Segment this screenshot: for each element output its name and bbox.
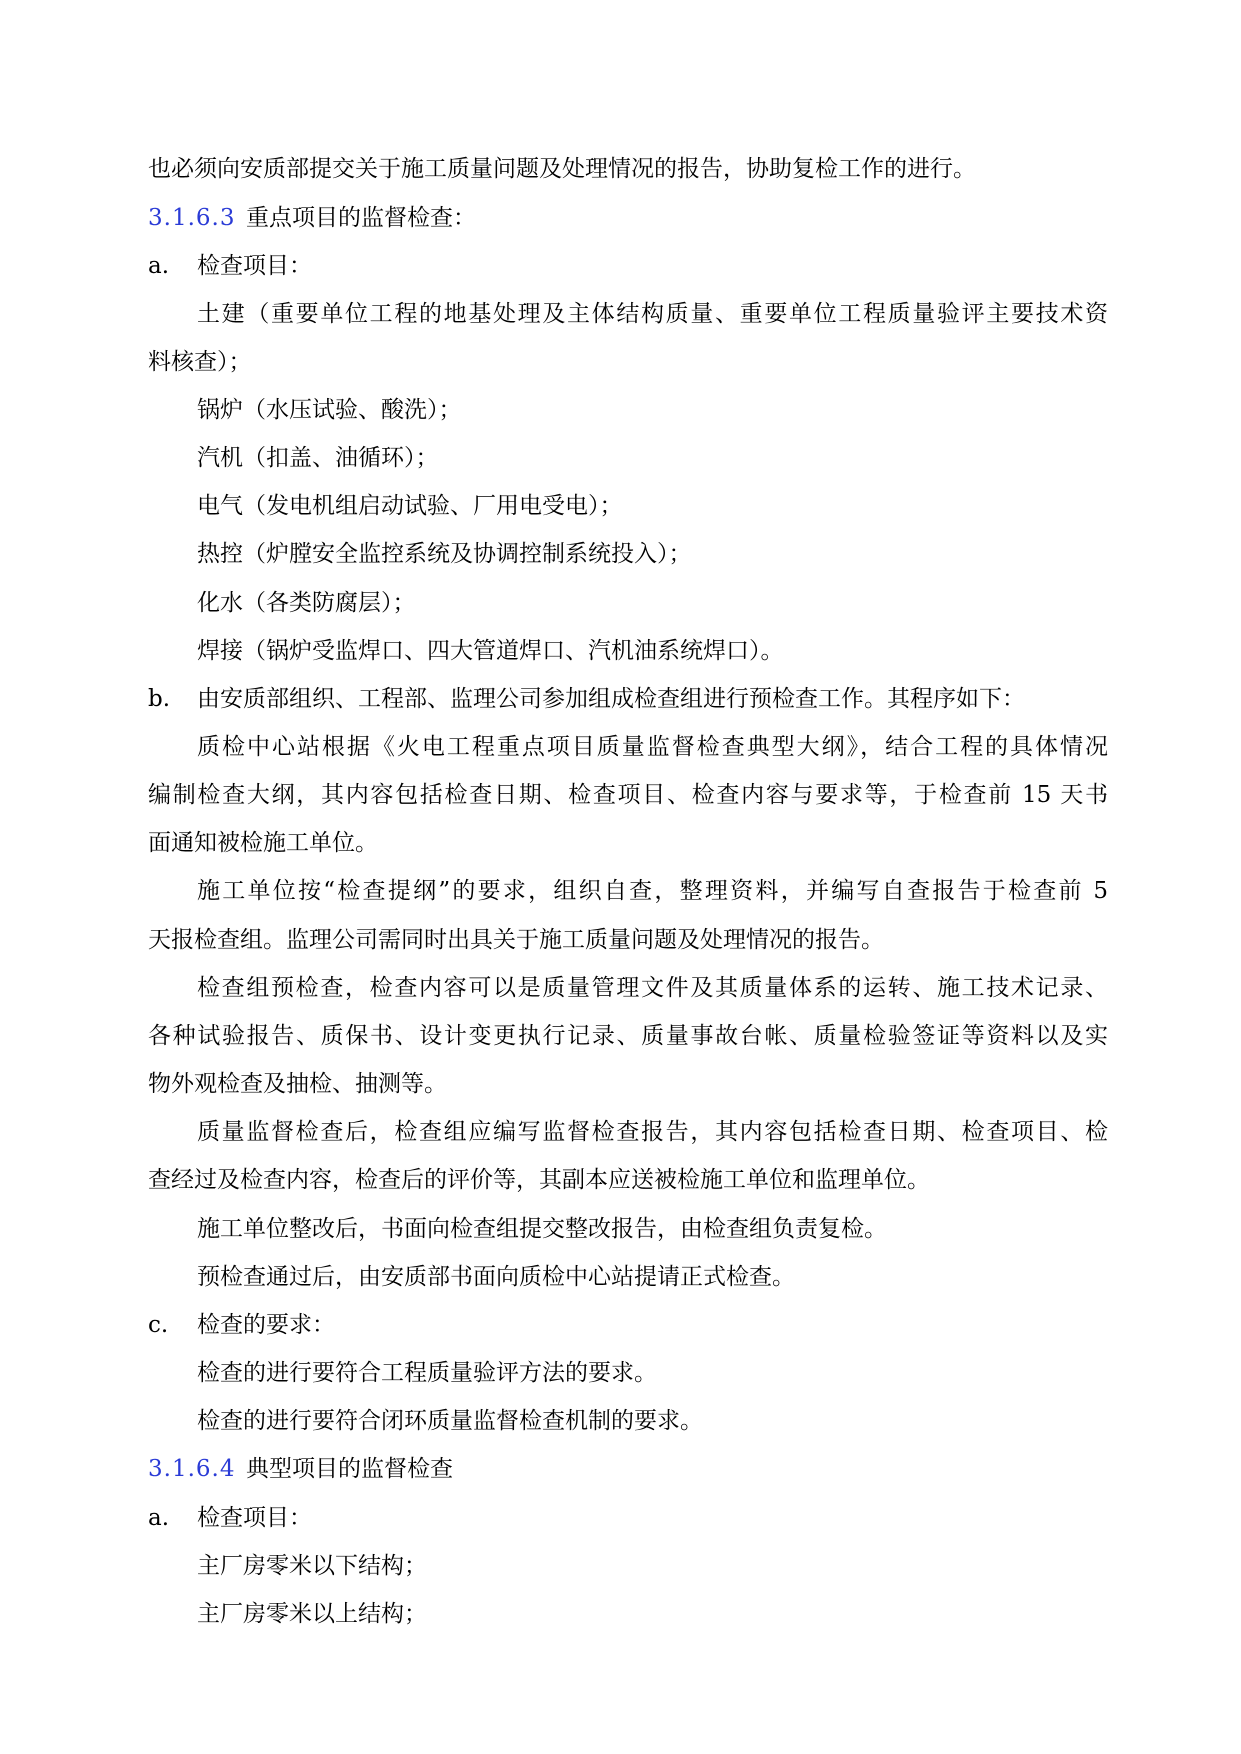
paragraph-line: 施工单位按“检查提纲”的要求，组织自查，整理资料，并编写自查报告于检查前 5	[197, 878, 1108, 904]
paragraph-line: 施工单位整改后，书面向检查组提交整改报告，由检查组负责复检。	[197, 1216, 887, 1242]
list-text: 检查项目：	[197, 1505, 312, 1531]
list-item-c	[148, 1310, 1108, 1340]
paragraph-line: 面通知被检施工单位。	[148, 830, 378, 856]
paragraph-line: 检查组预检查，检查内容可以是质量管理文件及其质量体系的运转、施工技术记录、	[197, 975, 1108, 1001]
paragraph-line: 预检查通过后，由安质部书面向质检中心站提请正式检查。	[197, 1264, 795, 1290]
paragraph-line: 天报检查组。监理公司需同时出具关于施工质量问题及处理情况的报告。	[148, 927, 884, 953]
section-heading-3-1-6-3	[148, 203, 1108, 233]
section-heading-3-1-6-4	[148, 1454, 1108, 1484]
list-item-b	[148, 684, 1108, 714]
paragraph-line: 汽机（扣盖、油循环）；	[197, 445, 439, 471]
section-title: 典型项目的监督检查	[246, 1456, 453, 1482]
paragraph-line: 电气（发电机组启动试验、厂用电受电）；	[197, 493, 623, 519]
paragraph-line: 化水（各类防腐层）；	[197, 590, 416, 616]
list-label: c.	[148, 1312, 169, 1338]
list-item-a	[148, 251, 1108, 281]
section-number: 3.1.6.3	[148, 205, 236, 231]
list-item-a	[148, 1503, 1108, 1533]
paragraph-line: 检查的进行要符合工程质量验评方法的要求。	[197, 1360, 657, 1386]
paragraph-line: 锅炉（水压试验、酸洗）；	[197, 397, 462, 423]
list-label: a.	[148, 253, 170, 279]
paragraph-line: 也必须向安质部提交关于施工质量问题及处理情况的报告，协助复检工作的进行。	[148, 156, 976, 182]
paragraph-line: 各种试验报告、质保书、设计变更执行记录、质量事故台帐、质量检验签证等资料以及实	[148, 1023, 1108, 1049]
list-text: 由安质部组织、工程部、监理公司参加组成检查组进行预检查工作。其程序如下：	[197, 686, 1025, 712]
list-label: a.	[148, 1505, 170, 1531]
paragraph-line: 土建（重要单位工程的地基处理及主体结构质量、重要单位工程质量验评主要技术资	[197, 301, 1108, 327]
paragraph-line: 焊接（锅炉受监焊口、四大管道焊口、汽机油系统焊口）。	[197, 638, 784, 664]
paragraph-line: 编制检查大纲，其内容包括检查日期、检查项目、检查内容与要求等，于检查前 15 天书	[148, 782, 1108, 808]
paragraph-line: 查经过及检查内容，检查后的评价等，其副本应送被检施工单位和监理单位。	[148, 1167, 930, 1193]
paragraph-line: 料核查）；	[148, 349, 252, 375]
paragraph-line: 主厂房零米以上结构；	[197, 1601, 427, 1627]
list-text: 检查的要求：	[197, 1312, 335, 1338]
paragraph-line: 质检中心站根据《火电工程重点项目质量监督检查典型大纲》，结合工程的具体情况	[197, 734, 1108, 760]
list-text: 检查项目：	[197, 253, 312, 279]
paragraph-line: 主厂房零米以下结构；	[197, 1553, 427, 1579]
paragraph-line: 物外观检查及抽检、抽测等。	[148, 1071, 447, 1097]
paragraph-line: 热控（炉膛安全监控系统及协调控制系统投入）；	[197, 541, 692, 567]
list-label: b.	[148, 686, 171, 712]
section-title: 重点项目的监督检查：	[246, 205, 476, 231]
paragraph-line: 质量监督检查后，检查组应编写监督检查报告，其内容包括检查日期、检查项目、检	[197, 1119, 1108, 1145]
section-number: 3.1.6.4	[148, 1456, 236, 1482]
paragraph-line: 检查的进行要符合闭环质量监督检查机制的要求。	[197, 1408, 703, 1434]
